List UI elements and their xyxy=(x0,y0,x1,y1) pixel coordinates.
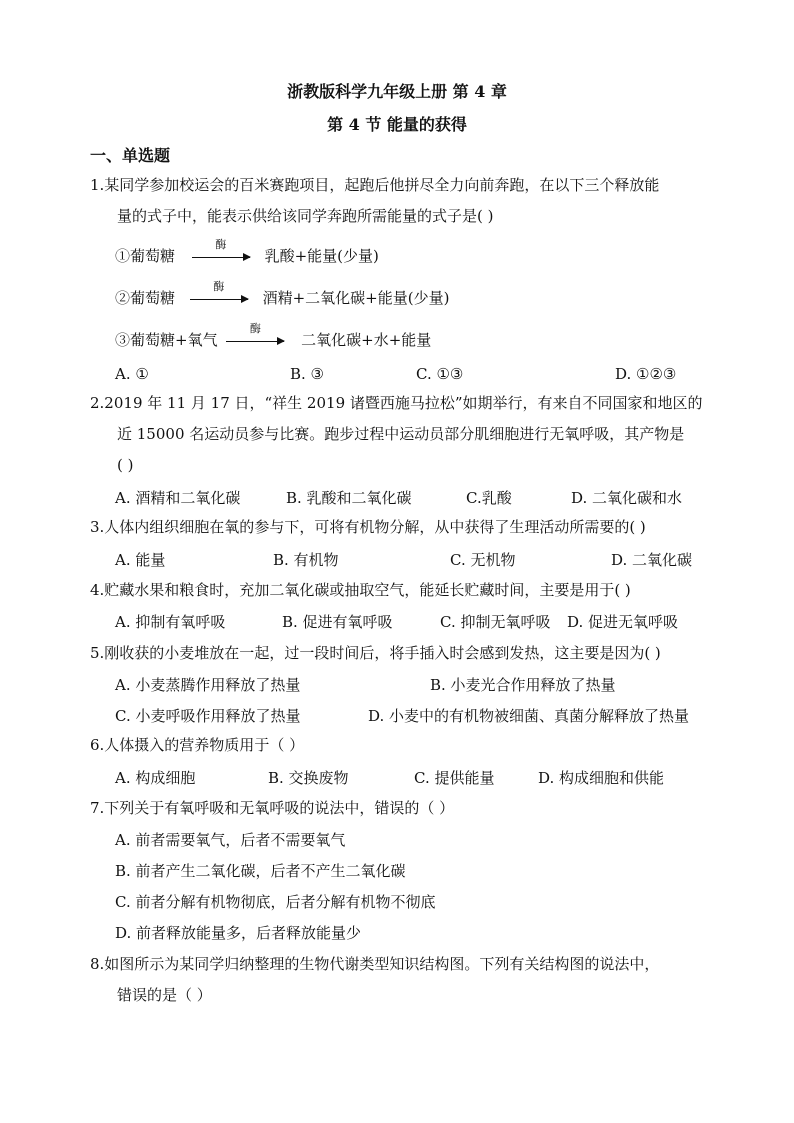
q4-option-c[interactable]: C. 抑制无氧呼吸 xyxy=(440,613,551,631)
question-2-line-3: ( ) xyxy=(117,456,134,474)
section-heading: 一、单选题 xyxy=(90,146,171,165)
question-5 xyxy=(90,638,710,669)
q1-option-d[interactable]: D. ①②③ xyxy=(615,365,677,383)
question-8 xyxy=(90,949,710,1011)
q6-option-b[interactable]: B. 交换废物 xyxy=(268,769,349,787)
q1-option-a[interactable]: A. ① xyxy=(115,365,149,383)
enzyme-label: 酶 xyxy=(215,238,227,251)
q7-option-d[interactable]: D. 前者释放能量多，后者释放能量少 xyxy=(115,924,362,942)
question-7 xyxy=(90,793,710,824)
q1-option-b[interactable]: B. ③ xyxy=(290,365,325,383)
q6-option-d[interactable]: D. 构成细胞和供能 xyxy=(538,769,665,787)
q7-option-b[interactable]: B. 前者产生二氧化碳，后者不产生二氧化碳 xyxy=(115,862,406,880)
question-6-line-1: 6.人体摄入的营养物质用于（ ） xyxy=(90,736,305,754)
reaction-1-reactant: ①葡萄糖 xyxy=(115,247,176,265)
question-1-line-2: 量的式子中，能表示供给该同学奔跑所需能量的式子是( ) xyxy=(117,207,494,225)
q4-option-b[interactable]: B. 促进有氧呼吸 xyxy=(282,613,393,631)
q3-option-c[interactable]: C. 无机物 xyxy=(450,551,516,569)
q3-option-b[interactable]: B. 有机物 xyxy=(273,551,339,569)
reaction-1-product: 乳酸+能量(少量) xyxy=(264,247,379,265)
enzyme-arrow-icon xyxy=(226,322,284,342)
q6-option-a[interactable]: A. 构成细胞 xyxy=(115,769,196,787)
question-1-line-1: 1.某同学参加校运会的百米赛跑项目，起跑后他拼尽全力向前奔跑，在以下三个释放能 xyxy=(90,176,660,194)
question-2 xyxy=(90,388,710,481)
question-6 xyxy=(90,730,710,761)
question-5-line-1: 5.刚收获的小麦堆放在一起，过一段时间后，将手插入时会感到发热，这主要是因为( ) xyxy=(90,644,661,662)
q3-option-a[interactable]: A. 能量 xyxy=(115,551,166,569)
question-2-line-1: 2.2019 年 11 月 17 日，“祥生 2019 诸暨西施马拉松”如期举行，有来自不同国家和地区的 xyxy=(90,394,703,412)
q7-option-c[interactable]: C. 前者分解有机物彻底，后者分解有机物不彻底 xyxy=(115,893,436,911)
q2-option-d[interactable]: D. 二氧化碳和水 xyxy=(571,489,683,507)
document-title: 浙教版科学九年级上册 第 4 章 xyxy=(287,82,507,101)
q2-option-b[interactable]: B. 乳酸和二氧化碳 xyxy=(286,489,412,507)
document-subtitle: 第 4 节 能量的获得 xyxy=(327,115,467,134)
question-4 xyxy=(90,575,710,606)
question-4-line-1: 4.贮藏水果和粮食时，充加二氧化碳或抽取空气，能延长贮藏时间，主要是用于( ) xyxy=(90,581,631,599)
q5-option-d[interactable]: D. 小麦中的有机物被细菌、真菌分解释放了热量 xyxy=(368,707,690,725)
q5-option-a[interactable]: A. 小麦蒸腾作用释放了热量 xyxy=(115,676,301,694)
enzyme-arrow-icon xyxy=(192,238,250,258)
reaction-2-product: 酒精+二氧化碳+能量(少量) xyxy=(262,289,450,307)
q2-option-c[interactable]: C.乳酸 xyxy=(466,489,512,507)
question-3 xyxy=(90,512,710,543)
enzyme-label: 酶 xyxy=(213,280,225,293)
question-3-line-1: 3.人体内组织细胞在氧的参与下，可将有机物分解，从中获得了生理活动所需要的( ) xyxy=(90,518,646,536)
question-2-line-2: 近 15000 名运动员参与比赛。跑步过程中运动员部分肌细胞进行无氧呼吸，其产物是 xyxy=(117,425,685,443)
q4-option-d[interactable]: D. 促进无氧呼吸 xyxy=(567,613,679,631)
question-8-line-1: 8.如图所示为某同学归纳整理的生物代谢类型知识结构图。下列有关结构图的说法中， xyxy=(90,955,660,973)
q6-option-c[interactable]: C. 提供能量 xyxy=(414,769,495,787)
reaction-3-product: 二氧化碳+水+能量 xyxy=(301,331,432,349)
enzyme-label: 酶 xyxy=(249,322,261,335)
reaction-3-reactant: ③葡萄糖+氧气 xyxy=(115,331,218,349)
reaction-2-reactant: ②葡萄糖 xyxy=(115,289,176,307)
q1-option-c[interactable]: C. ①③ xyxy=(416,365,464,383)
q5-option-b[interactable]: B. 小麦光合作用释放了热量 xyxy=(430,676,616,694)
reaction-2 xyxy=(115,280,450,313)
question-8-line-2: 错误的是（ ） xyxy=(117,986,212,1004)
q2-option-a[interactable]: A. 酒精和二氧化碳 xyxy=(115,489,241,507)
q5-option-c[interactable]: C. 小麦呼吸作用释放了热量 xyxy=(115,707,301,725)
question-1 xyxy=(90,170,710,232)
q7-option-a[interactable]: A. 前者需要氧气，后者不需要氧气 xyxy=(115,831,346,849)
question-7-line-1: 7.下列关于有氧呼吸和无氧呼吸的说法中，错误的（ ） xyxy=(90,799,455,817)
enzyme-arrow-icon xyxy=(190,280,248,300)
reaction-1 xyxy=(115,238,379,271)
reaction-3 xyxy=(115,322,432,355)
q3-option-d[interactable]: D. 二氧化碳 xyxy=(611,551,693,569)
q4-option-a[interactable]: A. 抑制有氧呼吸 xyxy=(115,613,226,631)
